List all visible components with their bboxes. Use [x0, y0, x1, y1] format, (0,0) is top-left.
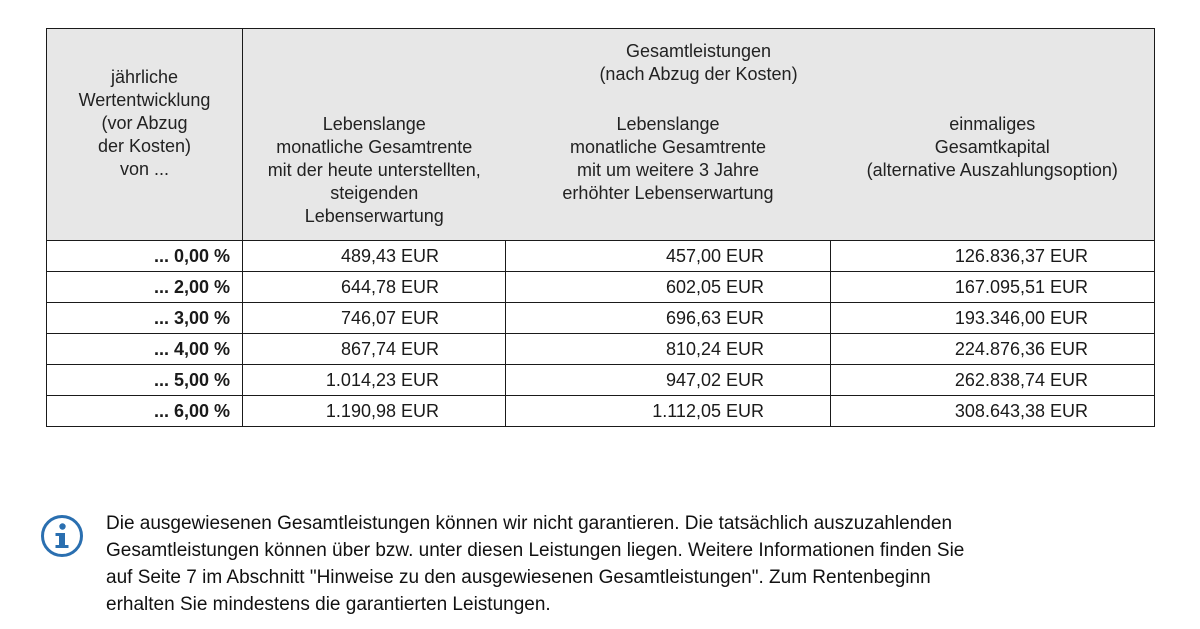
row-header-line: jährliche: [110, 67, 179, 87]
row-header-line: von ...: [119, 159, 170, 179]
row-header-line: (vor Abzug: [101, 113, 188, 133]
pension-extended-cell: 696,63 EUR: [506, 303, 831, 334]
column-header-line: monatliche Gesamtrente: [276, 137, 473, 157]
column-header-line: Lebenserwartung: [304, 206, 444, 226]
column-header-line: monatliche Gesamtrente: [569, 137, 767, 157]
capital-cell: 193.346,00 EUR: [831, 303, 1155, 334]
pension-extended-cell: 1.112,05 EUR: [506, 396, 831, 427]
rate-cell: ... 3,00 %: [47, 303, 243, 334]
info-note-line: auf Seite 7 im Abschnitt "Hinweise zu den ausgewiesenen Gesamtleistungen". Zum Rentenbeginn: [106, 567, 931, 588]
table-row: [47, 365, 1155, 396]
pension-extended-cell: 810,24 EUR: [506, 334, 831, 365]
pension-cell: 644,78 EUR: [243, 272, 506, 303]
table-row: [47, 396, 1155, 427]
capital-cell: 224.876,36 EUR: [831, 334, 1155, 365]
table-row: [47, 303, 1155, 334]
rate-cell: ... 4,00 %: [47, 334, 243, 365]
column-header-line: Lebenslange: [616, 114, 720, 134]
row-header-annual-performance: [47, 29, 243, 241]
capital-cell: 262.838,74 EUR: [831, 365, 1155, 396]
column-header-lump-sum-capital: [831, 112, 1155, 241]
rate-cell: ... 0,00 %: [47, 241, 243, 272]
capital-cell: 167.095,51 EUR: [831, 272, 1155, 303]
info-note-line: Gesamtleistungen können über bzw. unter diesen Leistungen liegen. Weitere Informationen finden Sie: [106, 540, 965, 561]
column-header-line: steigenden: [330, 183, 419, 203]
info-icon: [40, 514, 84, 558]
column-header-line: (alternative Auszahlungsoption): [866, 160, 1118, 180]
column-header-line: mit um weitere 3 Jahre: [576, 160, 760, 180]
column-header-line: mit der heute unterstellten,: [267, 160, 481, 180]
pension-extended-cell: 947,02 EUR: [506, 365, 831, 396]
rate-cell: ... 6,00 %: [47, 396, 243, 427]
group-header-line: Gesamtleistungen: [625, 41, 772, 61]
row-header-line: Wertentwicklung: [78, 90, 211, 110]
column-header-line: Lebenslange: [322, 114, 426, 134]
rate-cell: ... 2,00 %: [47, 272, 243, 303]
table-row: [47, 272, 1155, 303]
pension-cell: 489,43 EUR: [243, 241, 506, 272]
capital-cell: 308.643,38 EUR: [831, 396, 1155, 427]
column-header-line: Gesamtkapital: [934, 137, 1050, 157]
column-header-pension-extended-life: [506, 112, 831, 241]
row-header-line: der Kosten): [97, 136, 192, 156]
info-note-text: [106, 510, 1166, 618]
performance-table: [46, 28, 1155, 427]
pension-cell: 1.014,23 EUR: [243, 365, 506, 396]
group-header-line: (nach Abzug der Kosten): [599, 64, 798, 84]
pension-cell: 746,07 EUR: [243, 303, 506, 334]
pension-cell: 867,74 EUR: [243, 334, 506, 365]
column-header-lifelong-pension: [243, 112, 506, 241]
pension-cell: 1.190,98 EUR: [243, 396, 506, 427]
rate-cell: ... 5,00 %: [47, 365, 243, 396]
column-header-line: einmaliges: [949, 114, 1036, 134]
table-row: [47, 334, 1155, 365]
table-row: [47, 241, 1155, 272]
info-note-line: erhalten Sie mindestens die garantierten Leistungen.: [106, 594, 551, 615]
pension-extended-cell: 602,05 EUR: [506, 272, 831, 303]
capital-cell: 126.836,37 EUR: [831, 241, 1155, 272]
column-header-line: erhöhter Lebenserwartung: [562, 183, 774, 203]
group-header-total-benefits: [243, 29, 1155, 113]
info-note-line: Die ausgewiesenen Gesamtleistungen können wir nicht garantieren. Die tatsächlich auszuzahlenden: [106, 513, 953, 534]
pension-extended-cell: 457,00 EUR: [506, 241, 831, 272]
